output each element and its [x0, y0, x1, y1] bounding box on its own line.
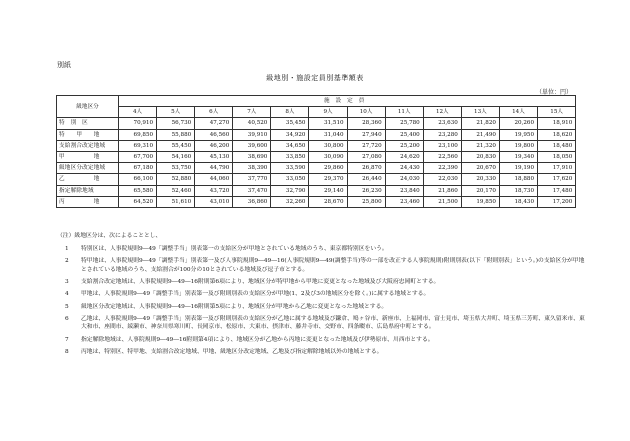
column-header: 8人 [271, 107, 309, 118]
table-cell: 18,910 [538, 118, 576, 129]
table-cell: 20,170 [461, 185, 499, 196]
row-label: 丙 地 [57, 196, 119, 207]
table-cell: 18,480 [538, 140, 576, 151]
column-header: 12人 [423, 107, 461, 118]
notes-intro: （注）級地区分は、次によることとし、 [57, 233, 162, 239]
table-cell: 22,560 [423, 151, 461, 162]
table-cell: 53,750 [157, 163, 195, 174]
table-cell: 54,160 [157, 151, 195, 162]
table-cell: 52,460 [157, 185, 195, 196]
table-cell: 21,500 [423, 196, 461, 207]
capacity-group-header: 施設定員 [119, 96, 576, 107]
table-row [57, 174, 576, 185]
column-header: 11人 [385, 107, 423, 118]
note-number: 2 [65, 257, 69, 264]
note-item [57, 245, 587, 254]
table-cell: 33,590 [271, 163, 309, 174]
column-header: 15人 [538, 107, 576, 118]
table-cell: 67,700 [119, 151, 157, 162]
table-cell: 21,860 [423, 185, 461, 196]
table-cell: 19,850 [461, 196, 499, 207]
table-cell: 24,030 [385, 174, 423, 185]
table-cell: 37,470 [233, 185, 271, 196]
table-cell: 25,400 [385, 129, 423, 140]
column-header: 9人 [309, 107, 347, 118]
table-cell: 23,630 [423, 118, 461, 129]
table-cell: 34,920 [271, 129, 309, 140]
table-cell: 26,230 [347, 185, 385, 196]
attachment-label: 別紙 [57, 61, 71, 69]
table-cell: 26,440 [347, 174, 385, 185]
table-cell: 47,270 [195, 118, 233, 129]
row-label: 支給割合改定地域 [57, 140, 119, 151]
table-row [57, 185, 576, 196]
table-cell: 34,650 [271, 140, 309, 151]
table-row [57, 163, 576, 174]
table-cell: 33,850 [271, 151, 309, 162]
table-cell: 19,800 [499, 140, 537, 151]
column-header: 5人 [157, 107, 195, 118]
table-cell: 25,780 [385, 118, 423, 129]
note-item [57, 257, 587, 274]
note-text: 指定解除地域は、人事院規則9―49―16附則第4項により、地域区分が乙地から丙地に変更となった地域及び伊勢原市、川西市とする。 [81, 336, 434, 343]
column-header: 14人 [499, 107, 537, 118]
table-cell: 23,840 [385, 185, 423, 196]
table-cell: 69,850 [119, 129, 157, 140]
note-text: 支給割合改定地域は、人事院規則9―49―16附則第6項により、地域区分が特甲地から甲地に変更となった地域及び大阪府忠岡町とする。 [81, 278, 440, 285]
table-cell: 38,390 [233, 163, 271, 174]
row-label: 指定解除地域 [57, 185, 119, 196]
table-cell: 65,580 [119, 185, 157, 196]
table-cell: 46,200 [195, 140, 233, 151]
unit-label: （単位：円） [535, 89, 572, 96]
page-title: 級地別・施設定員別基準額表 [266, 74, 364, 82]
table-cell: 67,180 [119, 163, 157, 174]
table-cell: 32,260 [271, 196, 309, 207]
table-cell: 31,040 [309, 129, 347, 140]
note-number: 8 [65, 349, 69, 356]
note-text: 特甲地は、人事院規則9―49「調整手当」別表第一及び人事院規則9―49―16(人事院規則9―49(調整手当)等の一部を改正する人事院規則)附則別表(以下「附則別表」という。)の支給区分が甲地とされている地域のうち、支給割合が100分の10とされている地域及び逗子市とする。 [81, 257, 585, 273]
table-cell: 17,620 [538, 174, 576, 185]
note-text: 級地区分改定地域は、人事院規則9―49―16附則第5項により、地域区分が甲地から乙地に変更となった地域とする。 [81, 303, 388, 310]
row-label: 級地区分改定地域 [57, 163, 119, 174]
table-cell: 26,870 [347, 163, 385, 174]
table-cell: 39,910 [233, 129, 271, 140]
table-cell: 56,730 [157, 118, 195, 129]
table-cell: 55,450 [157, 140, 195, 151]
note-text: 乙地は、人事院規則9―49「調整手当」別表第一及び附則別表の支給区分が乙地に属する地域及び鎌倉、鳩ヶ谷市、新座市、上福岡市、富士見市、埼玉県大井町、埼玉県三芳町、東久留米市、東大和市、座間市、綾瀬市、神奈川県寒川町、長岡京市、松原市、大東市、摂津市、藤井寺市、交野市、四条畷市、広島県府中町とする。 [81, 315, 585, 331]
table-cell: 21,820 [461, 118, 499, 129]
table-cell: 31,510 [309, 118, 347, 129]
table-cell: 28,670 [309, 196, 347, 207]
note-text: 特別区は、人事院規則9―49「調整手当」別表第一の支給区分が甲地とされている地域のうち、東京都特別区をいう。 [81, 245, 388, 252]
table-cell: 64,520 [119, 196, 157, 207]
table-cell: 44,790 [195, 163, 233, 174]
table-cell: 19,190 [499, 163, 537, 174]
table-cell: 43,010 [195, 196, 233, 207]
note-number: 7 [65, 336, 69, 343]
column-header: 7人 [233, 107, 271, 118]
table-cell: 17,480 [538, 185, 576, 196]
table-cell: 18,430 [499, 196, 537, 207]
note-number: 4 [65, 291, 69, 298]
table-cell: 33,050 [271, 174, 309, 185]
notes-section [57, 232, 587, 360]
table-cell: 29,140 [309, 185, 347, 196]
table-cell: 30,800 [309, 140, 347, 151]
note-item [57, 315, 587, 332]
table-cell: 22,030 [423, 174, 461, 185]
table-cell: 27,940 [347, 129, 385, 140]
table-cell: 24,620 [385, 151, 423, 162]
table-cell: 17,200 [538, 196, 576, 207]
table-cell: 38,690 [233, 151, 271, 162]
table-cell: 29,370 [309, 174, 347, 185]
table-cell: 52,880 [157, 174, 195, 185]
table-cell: 25,800 [347, 196, 385, 207]
category-header: 級地区分 [57, 96, 119, 118]
column-header: 6人 [195, 107, 233, 118]
table-cell: 22,390 [423, 163, 461, 174]
table-cell: 23,100 [423, 140, 461, 151]
table-cell: 20,830 [461, 151, 499, 162]
table-cell: 66,100 [119, 174, 157, 185]
column-header: 10人 [347, 107, 385, 118]
table-cell: 40,520 [233, 118, 271, 129]
table-cell: 45,130 [195, 151, 233, 162]
table-cell: 36,860 [233, 196, 271, 207]
note-text: 丙地は、特別区、特甲地、支給割合改定地域、甲地、級地区分改定地域、乙地及び指定解除地域以外の地域とする。 [81, 349, 383, 356]
note-text: 甲地は、人事院規則9―49「調整手当」別表第一及び附則別表の支給区分が甲地(1、2及び3の地域区分を除く。)に属する地域とする。 [81, 291, 430, 298]
table-cell: 30,090 [309, 151, 347, 162]
table-cell: 20,330 [461, 174, 499, 185]
table-cell: 18,730 [499, 185, 537, 196]
note-item [57, 303, 587, 312]
table-row [57, 196, 576, 207]
row-label: 特 別 区 [57, 118, 119, 129]
table-cell: 18,050 [538, 151, 576, 162]
table-cell: 51,610 [157, 196, 195, 207]
table-row [57, 140, 576, 151]
table-cell: 18,620 [538, 129, 576, 140]
table-cell: 55,880 [157, 129, 195, 140]
table-cell: 17,910 [538, 163, 576, 174]
table-cell: 23,280 [423, 129, 461, 140]
note-number: 6 [65, 315, 69, 322]
note-number: 5 [65, 303, 69, 310]
table-cell: 28,360 [347, 118, 385, 129]
note-number: 3 [65, 278, 69, 285]
table-cell: 43,720 [195, 185, 233, 196]
column-header: 4人 [119, 107, 157, 118]
table-cell: 20,670 [461, 163, 499, 174]
table-cell: 39,600 [233, 140, 271, 151]
table-cell: 25,200 [385, 140, 423, 151]
table-cell: 19,340 [499, 151, 537, 162]
table-cell: 21,490 [461, 129, 499, 140]
table-cell: 44,060 [195, 174, 233, 185]
table-cell: 24,430 [385, 163, 423, 174]
table-cell: 23,460 [385, 196, 423, 207]
note-item [57, 278, 587, 287]
table-cell: 37,770 [233, 174, 271, 185]
note-number: 1 [65, 245, 69, 252]
table-cell: 19,950 [499, 129, 537, 140]
table-cell: 69,310 [119, 140, 157, 151]
table-cell: 46,560 [195, 129, 233, 140]
rate-table [56, 95, 576, 208]
table-cell: 18,880 [499, 174, 537, 185]
row-label: 特 甲 地 [57, 129, 119, 140]
row-label: 甲 地 [57, 151, 119, 162]
table-cell: 29,860 [309, 163, 347, 174]
table-row [57, 118, 576, 129]
note-item [57, 290, 587, 299]
table-cell: 35,450 [271, 118, 309, 129]
table-cell: 21,320 [461, 140, 499, 151]
table-cell: 20,260 [499, 118, 537, 129]
note-item [57, 336, 587, 345]
table-cell: 70,910 [119, 118, 157, 129]
table-row [57, 129, 576, 140]
capacity-header-row [57, 107, 576, 118]
note-item [57, 348, 587, 357]
table-cell: 27,080 [347, 151, 385, 162]
table-row [57, 151, 576, 162]
table-cell: 32,790 [271, 185, 309, 196]
table-cell: 27,720 [347, 140, 385, 151]
row-label: 乙 地 [57, 174, 119, 185]
column-header: 13人 [461, 107, 499, 118]
